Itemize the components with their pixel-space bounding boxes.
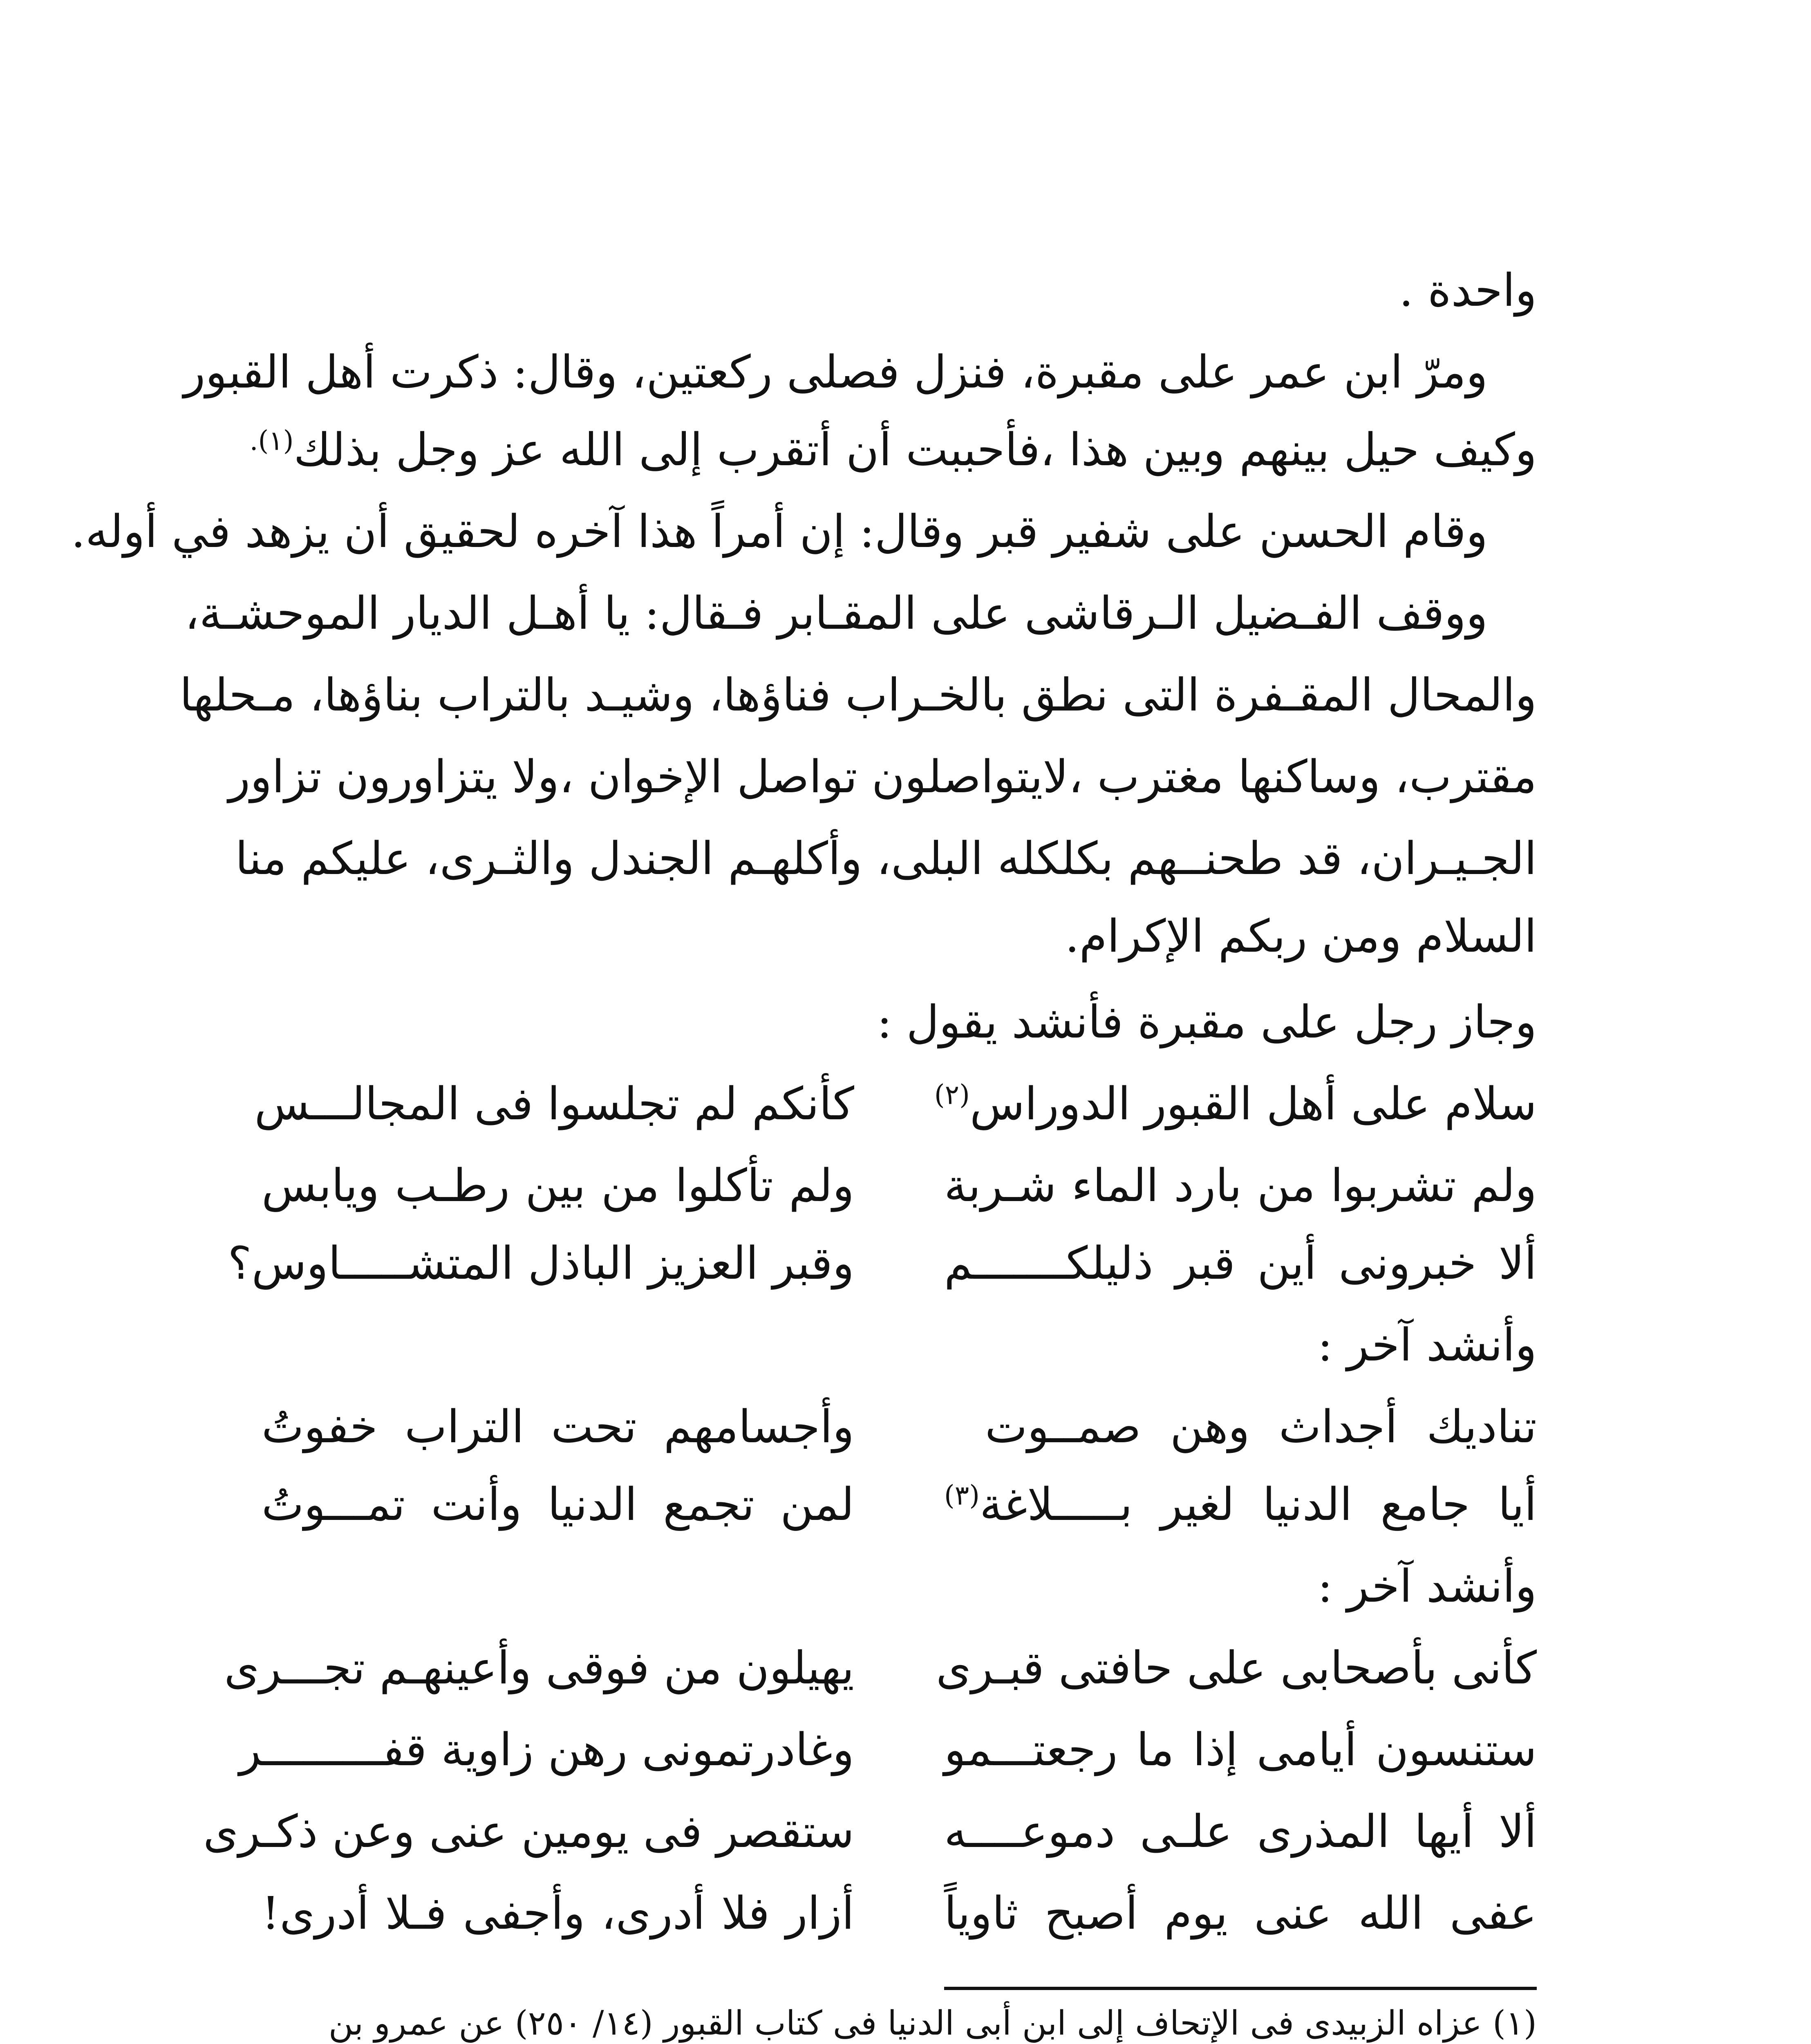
body-line-1: واحدة . xyxy=(1399,264,1537,316)
body-line-4: وقام الحسن على شفير قبر وقال: إن أمراً هذا آخره لحقيق أن يزهد في أوله. xyxy=(71,505,1488,558)
poem-3-verse-2-second: وغادرتمونى رهن زاوية قفـــــــــر xyxy=(239,1724,854,1776)
poem-3-verse-1-first: كأنى بأصحابى على حافتى قبـرى xyxy=(936,1642,1537,1694)
poem-3-verse-4-second: أزار فلا أدرى، وأجفى فـلا أدرى! xyxy=(262,1887,854,1939)
footnote-ref-2: (٢) xyxy=(934,1079,970,1111)
poem-2-verse-2-second: لمن تجمع الدنيا وأنت تمـــوتُ xyxy=(262,1478,854,1531)
body-line-8: الجـيـران، قد طحنــهم بكلكله البلى، وأكلهـم الجندل والثـرى، عليكم منا xyxy=(235,832,1537,885)
poem-3-verse-3-second: ستقصر فى يومين عنى وعن ذكـرى xyxy=(203,1805,854,1858)
body-line-5: ووقف الفـضيل الـرقاشى على المقـابر فـقال: يا أهـل الديار الموحشـة، xyxy=(185,587,1488,639)
footnote-divider xyxy=(944,1987,1537,1990)
anshad-heading-1: وأنشد آخر : xyxy=(1317,1319,1537,1371)
body-line-2: ومرّ ابن عمر على مقبرة، فنزل فصلى ركعتين، وقال: ذكرت أهل القبور xyxy=(184,346,1488,398)
anshad-heading-2: وأنشد آخر : xyxy=(1317,1560,1537,1612)
poem-2-verse-1-second: وأجسامهم تحت التراب خفوتُ xyxy=(262,1401,854,1453)
poem-1-verse-2-second: ولم تأكلوا من بين رطـب ويابس xyxy=(262,1159,854,1212)
body-line-6: والمحال المقـفرة التى نطق بالخـراب فناؤها، وشيـد بالتراب بناؤها، مـحلها xyxy=(179,669,1537,721)
poem-2-verse-2-first-text: أيا جامع الدنيا لغير بـــــلاغة xyxy=(979,1478,1537,1531)
footnote-1-line-1: (١) عزاه الزبيدى فى الإتحاف إلى ابن أبى الدنيا فى كتاب القبور (١٤/ ٢٥٠) عن عمرو بن xyxy=(328,2004,1537,2043)
body-line-7: مقترب، وساكنها مغترب ،لايتواصلون تواصل الإخوان ،ولا يتزاورون تزاور xyxy=(228,751,1537,803)
poem-1-verse-3-first: ألا خبرونى أين قبر ذليلكـــــــم xyxy=(944,1237,1537,1289)
poem-1-verse-2-first: ولم تشربوا من بارد الماء شـربة xyxy=(944,1159,1537,1212)
footnote-ref-1: (١). xyxy=(249,425,294,457)
poem-1-verse-1-first xyxy=(934,1067,1537,1141)
poem-1-verse-1-first-text: سلام على أهل القبور الدوراس xyxy=(969,1078,1537,1130)
body-line-3-text: وكيف حيل بينهم وبين هذا ،فأحببت أن أتقرب إلى الله عز وجل بذلك xyxy=(293,424,1537,476)
body-line-9: السلام ومن ربكم الإكرام. xyxy=(1065,910,1537,962)
poem-2-verse-1-first: تناديك أجداث وهن صمــوت xyxy=(985,1401,1537,1453)
poem-2-verse-2-first xyxy=(944,1468,1537,1541)
poem-3-verse-2-first: ستنسون أيامى إذا ما رجعتـــمو xyxy=(944,1724,1537,1776)
poem-1-verse-3-second: وقبر العزيز الباذل المتشـــــاوس؟ xyxy=(228,1237,854,1289)
poem-1-verse-1-second: كأنكم لم تجلسوا فى المجالـــس xyxy=(254,1078,854,1130)
poem-3-verse-4-first: عفى الله عنى يوم أصبح ثاوياً xyxy=(944,1887,1537,1939)
poem-3-verse-1-second: يهيلون من فوقى وأعينهـم تجـــرى xyxy=(224,1642,854,1694)
poem-3-verse-3-first: ألا أيها المذرى علـى دموعــــه xyxy=(944,1805,1537,1858)
body-line-3 xyxy=(249,413,1537,486)
body-line-10: وجاز رجل على مقبرة فأنشد يقول : xyxy=(877,996,1537,1048)
footnote-ref-3: (٣) xyxy=(944,1479,980,1511)
